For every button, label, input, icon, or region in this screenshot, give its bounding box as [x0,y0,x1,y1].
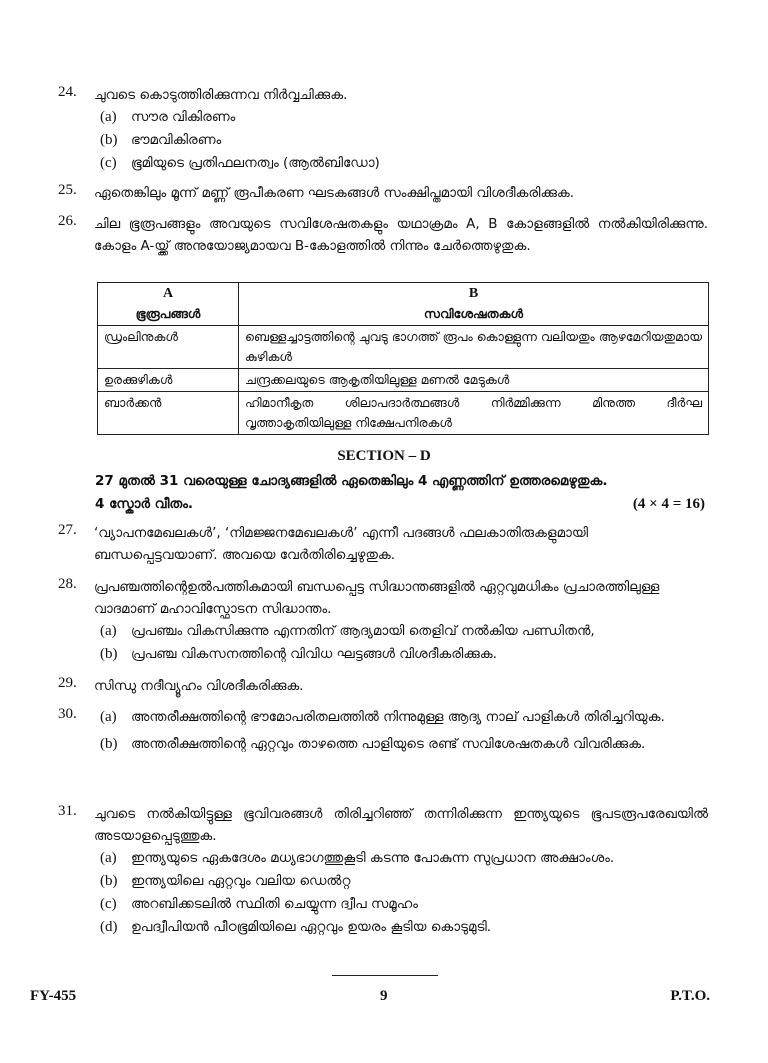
question-number: 27. [58,522,77,538]
question-number: 29. [58,675,77,691]
question-26 [58,213,708,257]
question-number: 24. [58,84,77,100]
question-number: 28. [58,576,77,592]
sub-label: (b) [100,873,118,889]
match-table [97,282,709,435]
sub-text: സൗര വികിരണം [131,109,236,125]
sub-question [94,916,708,939]
question-number: 25. [58,182,77,198]
sub-text: പ്രപഞ്ച വികസനത്തിന്റെ വിവിധ ഘട്ടങ്ങൾ വിശദീകരിക്കുക. [131,646,497,662]
sub-question [94,870,708,893]
sub-label: (a) [100,709,117,725]
table-cell-a: ഉരക്കുഴികൾ [98,369,239,392]
sub-question [94,106,708,129]
sub-text: ഉപദ്വീപിയൻ പീഠഭൂമിയിലെ ഏറ്റവും ഉയരം കൂടിയ കൊടുമുടി. [131,919,492,935]
sub-text: അറബിക്കടലിൽ സ്ഥിതി ചെയ്യുന്ന ദ്വീപ സമൂഹം [131,896,418,912]
column-a-letter: A [162,286,174,301]
question-25 [58,182,708,204]
table-cell-a: ഡ്രംലിനുകൾ [98,326,239,369]
question-number: 31. [58,803,77,819]
sub-question [94,152,708,175]
section-instruction-text: 27 മുതൽ 31 വരെയുള്ള ചോദ്യങ്ങളിൽ ഏതെങ്കിലും 4 എണ്ണത്തിന് ഉത്തരമെഴുതുക. [95,473,608,489]
question-text: ചുവടെ കൊടുത്തിരിക്കുന്നവ നിർവ്വചിക്കുക. [94,87,348,103]
table-cell-b: ബെള്ളച്ചാട്ടത്തിന്റെ ചുവടു ഭാഗത്ത് രൂപം കൊള്ളുന്ന വലിയതും ആഴമേറിയതുമായ കുഴികൾ [239,326,709,369]
table-row [98,369,709,392]
table-header-row [98,283,709,326]
question-text: ചുവടെ നൽകിയിട്ടുള്ള ഭൂവിവരങ്ങൾ തിരിച്ചറിഞ്ഞ് തന്നിരിക്കുന്ന ഇന്ത്യയുടെ ഭൂപടരൂപരേഖയിൽ അടയാളപ്പെടുത്തുക. [94,806,708,844]
column-b-letter: B [468,286,479,301]
table-cell-b: ഹിമാനീകൃത ശിലാപദാർത്ഥങ്ങൾ നിർമ്മിക്കുന്ന മിനുത്ത ദീർഘ വൃത്താകൃതിയിലുള്ള നിക്ഷേപനിരകൾ [239,392,709,435]
sub-text: ഭൂമിയുടെ പ്രതിഫലനത്വം (ആൽബിഡോ) [131,155,380,171]
sub-text: അന്തരീക്ഷത്തിന്റെ ഭൗമോപരിതലത്തിൽ നിന്നുമുള്ള ആദ്യ നാല് പാളികൾ തിരിച്ചറിയുക. [131,709,665,725]
question-text: സിന്ധു നദീവ്യൂഹം വിശദീകരിക്കുക. [94,678,304,694]
sub-question [94,643,708,666]
table-cell-a: ബാർക്കൻ [98,392,239,435]
sub-question [94,893,708,916]
question-28 [58,576,708,666]
sub-label: (d) [100,919,118,935]
sub-text: ഇന്ത്യയുടെ ഏകദേശം മധ്യഭാഗത്തുകൂടി കടന്നു പോകുന്ന സുപ്രധാന അക്ഷാംശം. [131,850,615,866]
question-text: പ്രപഞ്ചത്തിന്റെഉൽപത്തികുമായി ബന്ധപ്പെട്ട സിദ്ധാന്തങ്ങളിൽ ഏറ്റവുമധികം പ്രചാരത്തിലുള്ള വാദമാണ് മഹാവിസ്ഫോടന സിദ്ധാന്തം. [94,579,660,617]
please-turn-over: P.T.O. [670,988,710,1004]
footer-divider [332,975,438,976]
question-text: ചില ഭൂരൂപങ്ങളും അവയുടെ സവിശേഷതകളും യഥാക്രമം A, B കോളങ്ങളിൽ നൽകിയിരിക്കുന്നു. കോളം A-യ്ക്ക് അനുയോജ്യമായവ B-കോളത്തിൽ നിന്നും ചേർത്തെഴുതുക. [94,216,708,254]
section-marks: (4 × 4 = 16) [632,496,705,512]
question-24 [58,84,708,175]
table-cell-b: ചന്ദ്രക്കലയുടെ ആകൃതിയിലുള്ള മണൽ മേടുകൾ [239,369,709,392]
sub-label: (b) [100,646,118,662]
section-instructions [95,470,705,516]
sub-text: അന്തരീക്ഷത്തിന്റെ ഏറ്റവും താഴത്തെ പാളിയുടെ രണ്ട് സവിശേഷതകൾ വിവരിക്കുക. [131,736,646,752]
sub-text: പ്രപഞ്ചം വികസിക്കുന്നു എന്നതിന് ആദ്യമായി തെളിവ് നൽകിയ പണ്ഡിതൻ, [131,623,595,639]
page-number: 9 [380,988,388,1004]
question-text: ‘വ്യാപനമേഖലകൾ’, ‘നിമജ്ജനമേഖലകൾ’ എന്നീ പദങ്ങൾ ഫലകാതിരുകളുമായി ബന്ധപ്പെട്ടവയാണ്. അവയെ വേർതിരിച്ചെഴുതുക. [94,525,589,563]
table-row [98,392,709,435]
question-29 [58,675,708,697]
sub-label: (a) [100,850,117,866]
question-number: 30. [58,706,77,722]
sub-label: (b) [100,132,118,148]
sub-question [94,620,708,643]
sub-label: (c) [100,896,117,912]
sub-label: (c) [100,155,117,171]
sub-text: ഭൗമവികിരണം [131,132,222,148]
question-number: 26. [58,213,77,229]
sub-label: (a) [100,109,117,125]
paper-code: FY-455 [30,988,77,1004]
section-score-line: 4 സ്കോർ വീതം. [95,496,194,512]
sub-text: ഇന്ത്യയിലെ ഏറ്റവും വലിയ ഡെൽറ്റ [131,873,351,889]
column-b-title: സവിശേഷതകൾ [423,306,524,321]
section-title: SECTION – D [337,448,431,464]
column-a-title: ഭൂരൂപങ്ങൾ [135,306,201,321]
sub-question [94,847,708,870]
question-30 [58,706,708,756]
sub-question [94,706,708,729]
sub-question [94,733,708,756]
sub-question [94,129,708,152]
table-row [98,326,709,369]
column-b-header [239,283,709,326]
column-a-header [98,283,239,326]
sub-label: (b) [100,736,118,752]
sub-label: (a) [100,623,117,639]
question-27 [58,522,708,566]
question-31 [58,803,708,939]
question-text: ഏതെങ്കിലും മൂന്ന് മണ്ണ് രൂപീകരണ ഘടകങ്ങൾ സംക്ഷിപ്തമായി വിശദീകരിക്കുക. [94,185,575,201]
